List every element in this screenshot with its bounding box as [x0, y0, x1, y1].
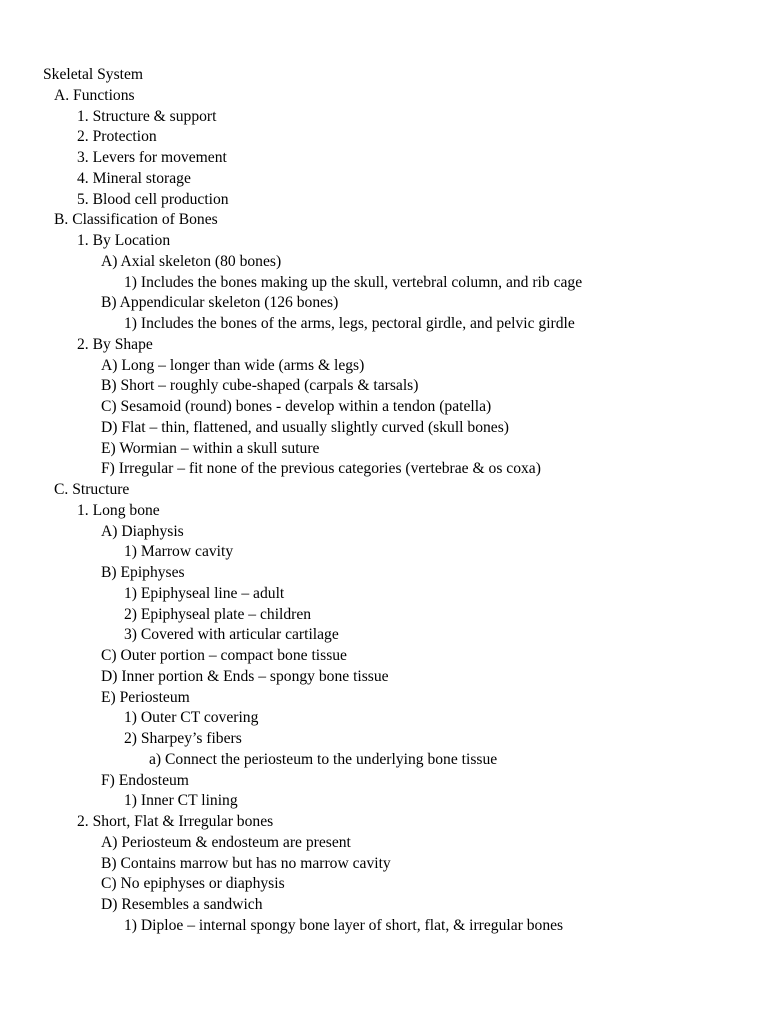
outline-item: C) Outer portion – compact bone tissue [101, 647, 347, 664]
outline-item: B) Short – roughly cube-shaped (carpals & tarsals) [101, 377, 419, 395]
outline-item: 1. Structure & support [77, 107, 217, 125]
outline-list [43, 65, 582, 937]
outline-item: A) Periosteum & endosteum are present [101, 833, 351, 851]
outline-item: 2) Epiphyseal plate – children [124, 605, 312, 623]
outline-item: 2. Short, Flat & Irregular bones [77, 813, 274, 830]
outline-item: 4. Mineral storage [77, 169, 191, 187]
outline-item: D) Resembles a sandwich [101, 896, 263, 913]
outline-item: 3. Levers for movement [77, 149, 227, 166]
outline-item: 1) Epiphyseal line – adult [124, 584, 285, 602]
outline-item: 1) Inner CT lining [124, 792, 238, 810]
document-title: Skeletal System [43, 66, 144, 83]
outline-item: 3) Covered with articular cartilage [124, 626, 339, 644]
outline-item: C) Sesamoid (round) bones - develop within a tendon (patella) [101, 398, 492, 415]
outline-item: D) Flat – thin, flattened, and usually slightly curved (skull bones) [101, 418, 509, 436]
outline-item: 1) Includes the bones of the arms, legs, pectoral girdle, and pelvic girdle [124, 315, 575, 332]
outline-item: 1) Includes the bones making up the skull, vertebral column, and rib cage [124, 273, 583, 291]
outline-item: B. Classification of Bones [54, 211, 218, 229]
outline-item: 2. Protection [77, 128, 157, 146]
outline-item: a) Connect the periosteum to the underlying bone tissue [149, 750, 498, 768]
outline-item: B) Epiphyses [101, 564, 185, 581]
outline-item: B) Appendicular skeleton (126 bones) [101, 294, 339, 312]
outline-item: C) No epiphyses or diaphysis [101, 875, 285, 893]
outline-item: A. Functions [54, 86, 135, 104]
outline-item: D) Inner portion & Ends – spongy bone tissue [101, 667, 389, 685]
outline-item: C. Structure [54, 481, 130, 498]
outline-item: 1. Long bone [77, 501, 160, 519]
outline-item: 2. By Shape [77, 335, 153, 353]
outline-item: 5. Blood cell production [77, 190, 229, 208]
outline-item: A) Axial skeleton (80 bones) [101, 252, 282, 270]
outline-item: E) Wormian – within a skull suture [101, 439, 320, 457]
outline-item: 1) Diploe – internal spongy bone layer of short, flat, & irregular bones [124, 916, 564, 934]
outline-item: A) Diaphysis [101, 522, 184, 540]
outline-item: A) Long – longer than wide (arms & legs) [101, 356, 365, 374]
outline-item: B) Contains marrow but has no marrow cavity [101, 854, 391, 872]
outline-item: 1) Outer CT covering [124, 709, 259, 727]
outline-item: 1. By Location [77, 232, 171, 249]
outline-item: E) Periosteum [101, 688, 190, 706]
outline-item: 2) Sharpey’s fibers [124, 730, 242, 747]
outline-item: F) Endosteum [101, 771, 189, 789]
outline-item: 1) Marrow cavity [124, 543, 234, 561]
outline-item: F) Irregular – fit none of the previous categories (vertebrae & os coxa) [101, 460, 541, 478]
